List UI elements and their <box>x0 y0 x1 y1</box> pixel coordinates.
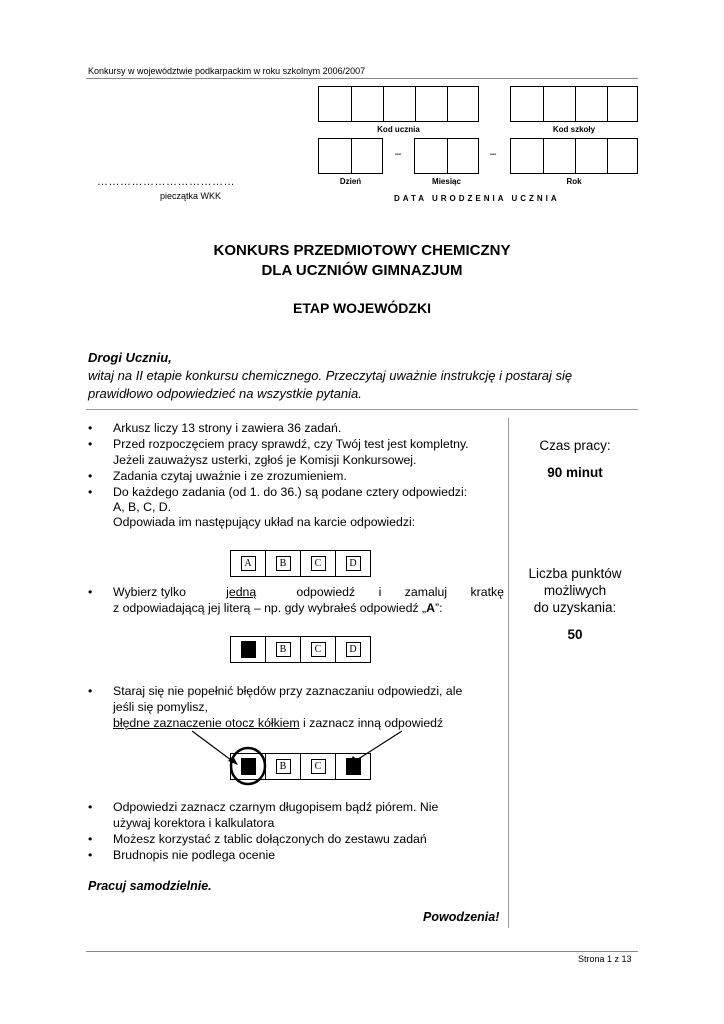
bullet: • <box>88 469 93 483</box>
bullet: • <box>88 848 93 862</box>
section-divider <box>86 409 638 410</box>
points-label-2: możliwych <box>543 583 607 598</box>
month-label: Miesiąc <box>432 177 461 186</box>
stage-title: ETAP WOJEWÓDZKI <box>293 300 431 316</box>
answer-letter-c: C <box>311 556 326 571</box>
dob-dash-1: – <box>395 148 402 160</box>
greeting <box>88 349 638 403</box>
time-value: 90 minut <box>547 465 603 480</box>
bullet: • <box>88 421 93 435</box>
year-label: Rok <box>566 177 582 186</box>
greeting-text: witaj na II etapie konkursu chemicznego. Przeczytaj uważnie instrukcję i postaraj się prawidłowo odpowiedzieć na wszystkie pytania. <box>88 368 573 401</box>
year-box[interactable] <box>510 138 638 174</box>
time-label: Czas pracy: <box>539 438 611 453</box>
answer-grid-example <box>230 550 371 577</box>
filled-box <box>241 641 256 658</box>
bullet: • <box>88 800 93 814</box>
header-text: Konkursy w województwie podkarpackim w roku szkolnym 2006/2007 <box>88 66 366 76</box>
day-box[interactable] <box>318 138 383 174</box>
points-label-3: do uzyskania: <box>533 600 617 615</box>
bullet: • <box>88 437 93 451</box>
answer-letter-b: B <box>276 556 291 571</box>
dob-label: DATA URODZENIA UCZNIA <box>394 194 560 203</box>
header-divider <box>86 78 638 79</box>
day-label: Dzień <box>339 177 362 186</box>
bullet: • <box>88 585 93 599</box>
school-code-box[interactable] <box>510 86 638 122</box>
filled-box <box>346 758 361 775</box>
student-code-label: Kod ucznia <box>377 125 420 134</box>
good-luck: Powodzenia! <box>423 910 500 924</box>
stamp-label: pieczątka WKK <box>160 191 222 201</box>
bullet: • <box>88 485 93 499</box>
school-code-label: Kod szkoły <box>552 125 596 134</box>
work-alone: Pracuj samodzielnie. <box>88 879 212 893</box>
points-label-1: Liczba punktów <box>528 566 622 581</box>
answer-letter-d: D <box>346 556 361 571</box>
page-number: Strona 1 z 13 <box>578 954 632 964</box>
title-line-2: DLA UCZNIÓW GIMNAZJUM <box>261 262 463 279</box>
salutation: Drogi Uczniu, <box>88 350 172 365</box>
answer-grid-corrected: B C <box>230 753 371 780</box>
correction-circle <box>228 745 268 787</box>
bullet: • <box>88 684 93 698</box>
bullet: • <box>88 832 93 846</box>
column-divider <box>508 418 509 928</box>
title-line-1: KONKURS PRZEDMIOTOWY CHEMICZNY <box>213 242 511 259</box>
answer-letter-a: A <box>241 556 256 571</box>
month-box[interactable] <box>414 138 479 174</box>
student-code-box[interactable] <box>318 86 479 122</box>
answer-grid-marked: B C D <box>230 636 371 663</box>
footer-divider <box>86 951 638 952</box>
dob-dash-2: – <box>490 148 497 160</box>
stamp-dots: ……………………………… <box>97 176 235 188</box>
points-value: 50 <box>567 627 583 642</box>
